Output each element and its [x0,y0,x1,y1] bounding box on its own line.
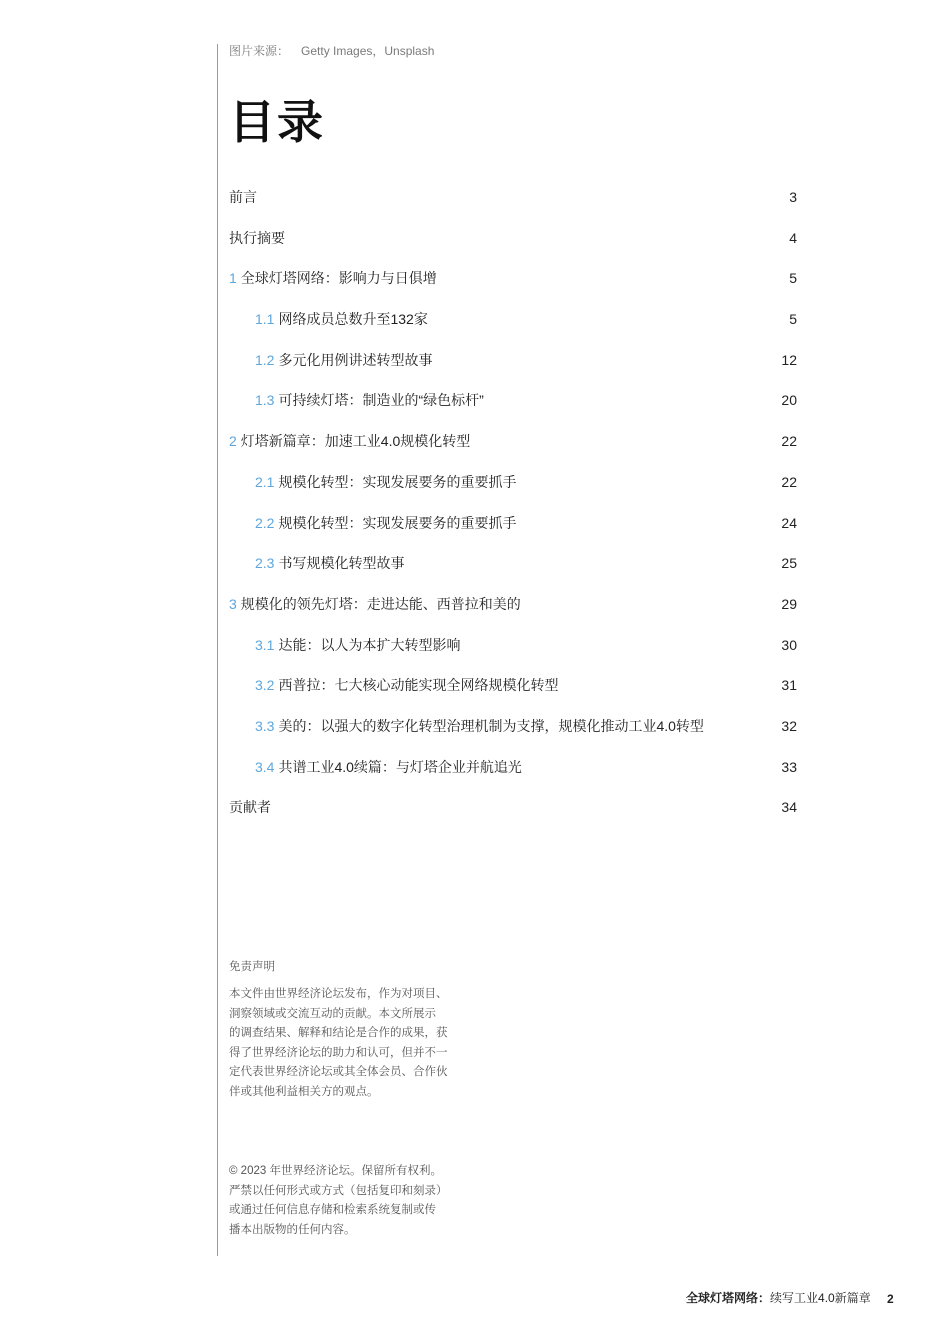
toc-item-page: 34 [781,799,797,816]
toc-item-number: 2.2 [255,514,275,531]
toc-item[interactable] [229,588,797,629]
footer-title-rest: 续写工业4.0新篇章 [770,1291,871,1305]
disclaimer-line: 伴或其他利益相关方的观点。 [229,1085,379,1098]
disclaimer-line: 的调查结果、解释和结论是合作的成果，获 [229,1027,448,1039]
toc-item-title: 前言 [229,189,257,205]
toc-item-page: 33 [781,758,797,775]
toc-item[interactable] [229,222,797,263]
toc-item-number: 1.3 [255,392,275,409]
copyright-line: 严禁以任何形式或方式（包括复印和刻录） [229,1184,448,1197]
toc-item-page: 4 [789,229,797,246]
toc-item[interactable] [229,710,797,751]
toc-item-number: 2.1 [255,473,275,490]
image-credit [229,42,434,59]
toc-item-page: 25 [781,555,797,572]
toc-item[interactable] [229,181,797,222]
toc-item[interactable] [229,425,797,466]
toc-item-page: 31 [781,677,797,694]
toc-item-page: 3 [789,189,797,205]
table-of-contents [229,181,797,832]
toc-item-title: 可持续灯塔：制造业的“绿色标杆” [278,392,484,409]
page-title: 目录 [229,96,325,148]
toc-item-title: 执行摘要 [229,229,285,246]
copyright-text [229,1162,457,1240]
disclaimer-line: 得了世界经济论坛的助力和认可，但并不一 [229,1046,448,1059]
toc-item-number: 3.4 [255,758,275,775]
footer-title [686,1289,871,1306]
toc-item-number: 1 [229,270,237,287]
toc-item-page: 30 [781,636,797,653]
toc-item-page: 22 [781,433,797,450]
disclaimer-line: 定代表世界经济论坛或其全体会员、合作伙 [229,1066,448,1078]
copyright-line: 播本出版物的任何内容。 [229,1223,356,1236]
toc-item[interactable] [229,629,797,670]
toc-item-number: 3.3 [255,717,275,734]
image-credit-label: 图片来源： [229,44,290,58]
disclaimer-text [229,985,457,1102]
toc-item-title: 西普拉：七大核心动能实现全网络规模化转型 [278,677,559,694]
toc-item[interactable] [229,262,797,303]
toc-item-title: 全球灯塔网络：影响力与日俱增 [240,270,437,287]
toc-item[interactable] [229,547,797,588]
toc-item[interactable] [229,384,797,425]
toc-item[interactable] [229,344,797,385]
toc-item-page: 32 [781,717,797,734]
toc-item-number: 1.1 [255,311,275,328]
toc-item-title: 规模化转型：实现发展要务的重要抓手 [278,473,517,490]
toc-item-page: 12 [781,351,797,368]
toc-item-number: 1.2 [255,351,275,368]
toc-item-title: 达能：以人为本扩大转型影响 [278,636,461,653]
toc-item-number: 3 [229,595,237,612]
toc-item-number: 3.2 [255,677,275,694]
image-credit-value: Getty Images，Unsplash [301,44,435,58]
toc-item-title: 书写规模化转型故事 [278,555,405,572]
toc-item-title: 多元化用例讲述转型故事 [278,351,433,368]
toc-item-number: 2.3 [255,555,275,572]
toc-item-number: 2 [229,433,237,450]
toc-item-title: 灯塔新篇章：加速工业4.0规模化转型 [240,433,471,450]
toc-item[interactable] [229,303,797,344]
toc-item-page: 24 [781,514,797,531]
toc-item-title: 规模化转型：实现发展要务的重要抓手 [278,514,517,531]
toc-item-title: 网络成员总数升至132家 [278,311,428,328]
toc-item-page: 5 [789,311,797,328]
toc-item-title: 规模化的领先灯塔：走进达能、西普拉和美的 [240,595,521,612]
toc-item-page: 20 [781,392,797,409]
toc-item[interactable] [229,466,797,507]
copyright-line: © 2023 年世界经济论坛。保留所有权利。 [229,1165,442,1177]
toc-item-title: 贡献者 [229,799,271,816]
page-number: 2 [887,1292,894,1306]
footer-title-bold: 全球灯塔网络： [686,1291,771,1305]
toc-item-page: 29 [781,595,797,612]
disclaimer-line: 本文件由世界经济论坛发布，作为对项目、 [229,988,448,1000]
toc-item[interactable] [229,669,797,710]
toc-item[interactable] [229,507,797,548]
vertical-divider [217,44,218,1256]
toc-item-title: 美的：以强大的数字化转型治理机制为支撑，规模化推动工业4.0转型 [278,717,704,734]
disclaimer-title: 免责声明 [229,961,275,973]
toc-item[interactable] [229,791,797,832]
toc-item-title: 共谱工业4.0续篇：与灯塔企业并航追光 [278,758,522,775]
toc-item-page: 22 [781,473,797,490]
toc-item[interactable] [229,751,797,792]
disclaimer-line: 洞察领域或交流互动的贡献。本文所展示 [229,1007,436,1020]
toc-item-page: 5 [789,270,797,287]
toc-item-number: 3.1 [255,636,275,653]
copyright-line: 或通过任何信息存储和检索系统复制或传 [229,1204,436,1216]
